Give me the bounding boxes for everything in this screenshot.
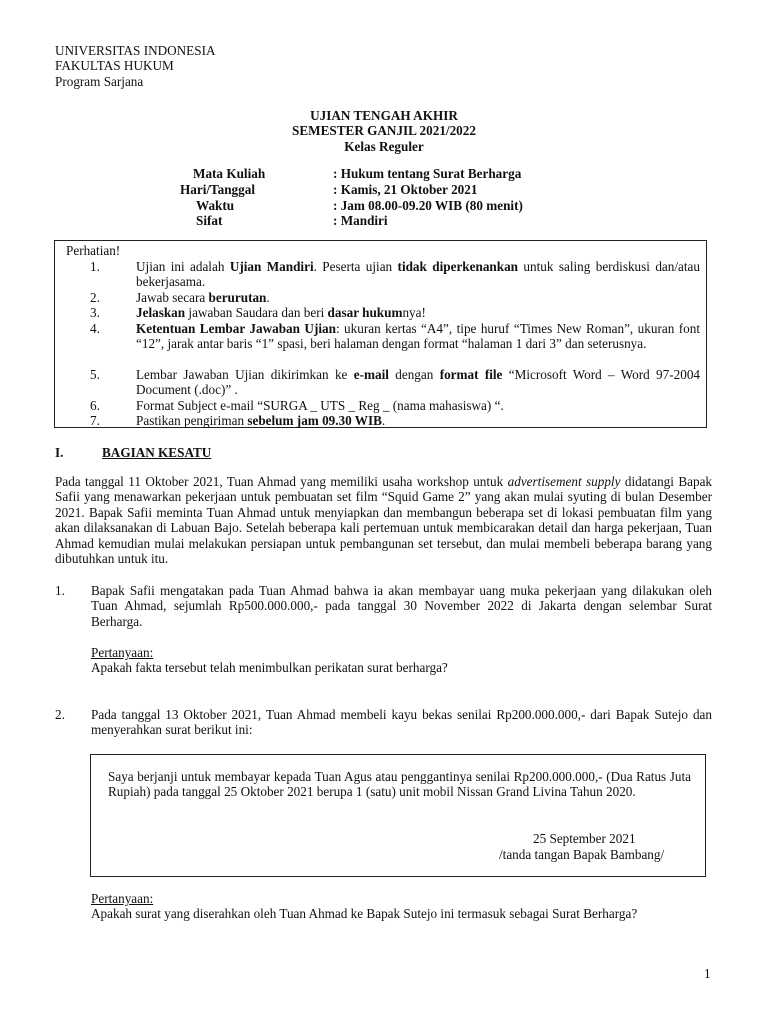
- exam-title-line3: Kelas Reguler: [344, 138, 424, 154]
- question-number: 2.: [55, 707, 65, 722]
- notice-item-number: 5.: [90, 367, 100, 382]
- meta-value-time: : Jam 08.00-09.20 WIB (80 menit): [333, 198, 523, 213]
- promissory-note-box: [90, 754, 706, 877]
- question-label: Pertanyaan:: [91, 645, 154, 660]
- notice-title: Perhatian!: [66, 243, 121, 258]
- notice-item-text: Lembar Jawaban Ujian dikirimkan ke e-mail dengan format file “Microsoft Word – Word 97-2004 Document (.doc)” .: [136, 367, 701, 398]
- notice-item-number: 4.: [90, 321, 100, 336]
- meta-value-course: : Hukum tentang Surat Berharga: [333, 166, 522, 181]
- meta-label-date: Hari/Tanggal: [180, 182, 255, 197]
- meta-value-type: : Mandiri: [333, 213, 388, 228]
- notice-box: [54, 240, 707, 428]
- exam-title-line1: UJIAN TENGAH AKHIR: [310, 108, 458, 123]
- notice-item-text: Format Subject e-mail “SURGA _ UTS _ Reg _ (nama mahasiswa) “.: [136, 398, 504, 413]
- promissory-note-text: Saya berjanji untuk membayar kepada Tuan Agus atau penggantinya senilai Rp200.000.000,- (Dua Ratus Juta Rupiah) pada tanggal 25 Oktober 2021 berupa 1 (satu) unit mobil Nissan Grand Livina Tahun 2020.: [108, 769, 691, 800]
- notice-item-number: 6.: [90, 398, 100, 413]
- notice-item-number: 1.: [90, 259, 100, 274]
- notice-item-text: Ketentuan Lembar Jawaban Ujian: ukuran kertas “A4”, tipe huruf “Times New Roman”, ukuran font “12”, jarak antar baris “1” spasi, beri halaman dengan format “halaman 1 dari 3” dan seterusnya.: [136, 321, 700, 352]
- program-name: Program Sarjana: [55, 73, 144, 89]
- notice-item-number: 7.: [90, 413, 100, 428]
- exam-title-line2: SEMESTER GANJIL 2021/2022: [292, 123, 476, 139]
- question-label: Pertanyaan:: [91, 891, 154, 906]
- question-case-text: Pada tanggal 13 Oktober 2021, Tuan Ahmad membeli kayu bekas senilai Rp200.000.000,- dari Bapak Sutejo dan menyerahkan surat berikut ini:: [91, 707, 712, 738]
- meta-label-type: Sifat: [196, 213, 223, 228]
- section-title: BAGIAN KESATU: [102, 445, 212, 460]
- promissory-note-date: 25 September 2021: [533, 831, 636, 846]
- question-text: Apakah surat yang diserahkan oleh Tuan Ahmad ke Bapak Sutejo ini termasuk sebagai Surat Berharga?: [91, 906, 638, 921]
- exam-title: [0, 108, 768, 154]
- question-case-text: Bapak Safii mengatakan pada Tuan Ahmad bahwa ia akan membayar uang muka pekerjaan yang dilakukan oleh Tuan Ahmad, sejumlah Rp500.000.000,- pada tanggal 30 November 2022 di Jakarta dengan selembar Surat Berharga.: [91, 583, 712, 629]
- page-number: 1: [704, 966, 711, 981]
- question-number: 1.: [55, 583, 65, 598]
- case-intro-paragraph: Pada tanggal 11 Oktober 2021, Tuan Ahmad yang memiliki usaha workshop untuk advertisement supply didatangi Bapak Safii yang menawarkan pekerjaan untuk pembuatan set film “Squid Game 2” yang akan mulai syuting di bulan Desember 2021. Bapak Safii meminta Tuan Ahmad untuk menyiapkan dan membangun beberapa set di lokasi pembuatan film yang akan dilaksanakan di Labuan Bajo. Setelah beberapa kali pertemuan untuk membicarakan detail dan harga pekerjaan, Tuan Ahmad kemudian mulai melakukan persiapan untuk pembangunan set tersebut, dan mulai membeli beberapa barang yang dibutuhkan untuk itu.: [55, 474, 713, 567]
- notice-item-text: Ujian ini adalah Ujian Mandiri. Peserta ujian tidak diperkenankan untuk saling berdiskusi dan/atau bekerjasama.: [136, 259, 701, 290]
- notice-item-text: Pastikan pengiriman sebelum jam 09.30 WIB.: [136, 413, 386, 428]
- document-header: [55, 43, 215, 89]
- notice-item-number: 2.: [90, 290, 100, 305]
- university-name: UNIVERSITAS INDONESIA: [55, 43, 216, 58]
- promissory-note-signature: /tanda tangan Bapak Bambang/: [499, 847, 665, 862]
- notice-item-text: Jelaskan jawaban Saudara dan beri dasar hukumnya!: [136, 305, 426, 320]
- notice-item-text: Jawab secara berurutan.: [136, 290, 270, 305]
- meta-label-time: Waktu: [196, 198, 235, 213]
- meta-label-course: Mata Kuliah: [193, 166, 266, 181]
- question-text: Apakah fakta tersebut telah menimbulkan perikatan surat berharga?: [91, 660, 448, 675]
- faculty-name: FAKULTAS HUKUM: [55, 58, 174, 74]
- meta-value-date: : Kamis, 21 Oktober 2021: [333, 182, 478, 197]
- notice-item-number: 3.: [90, 305, 100, 320]
- section-number: I.: [55, 445, 64, 460]
